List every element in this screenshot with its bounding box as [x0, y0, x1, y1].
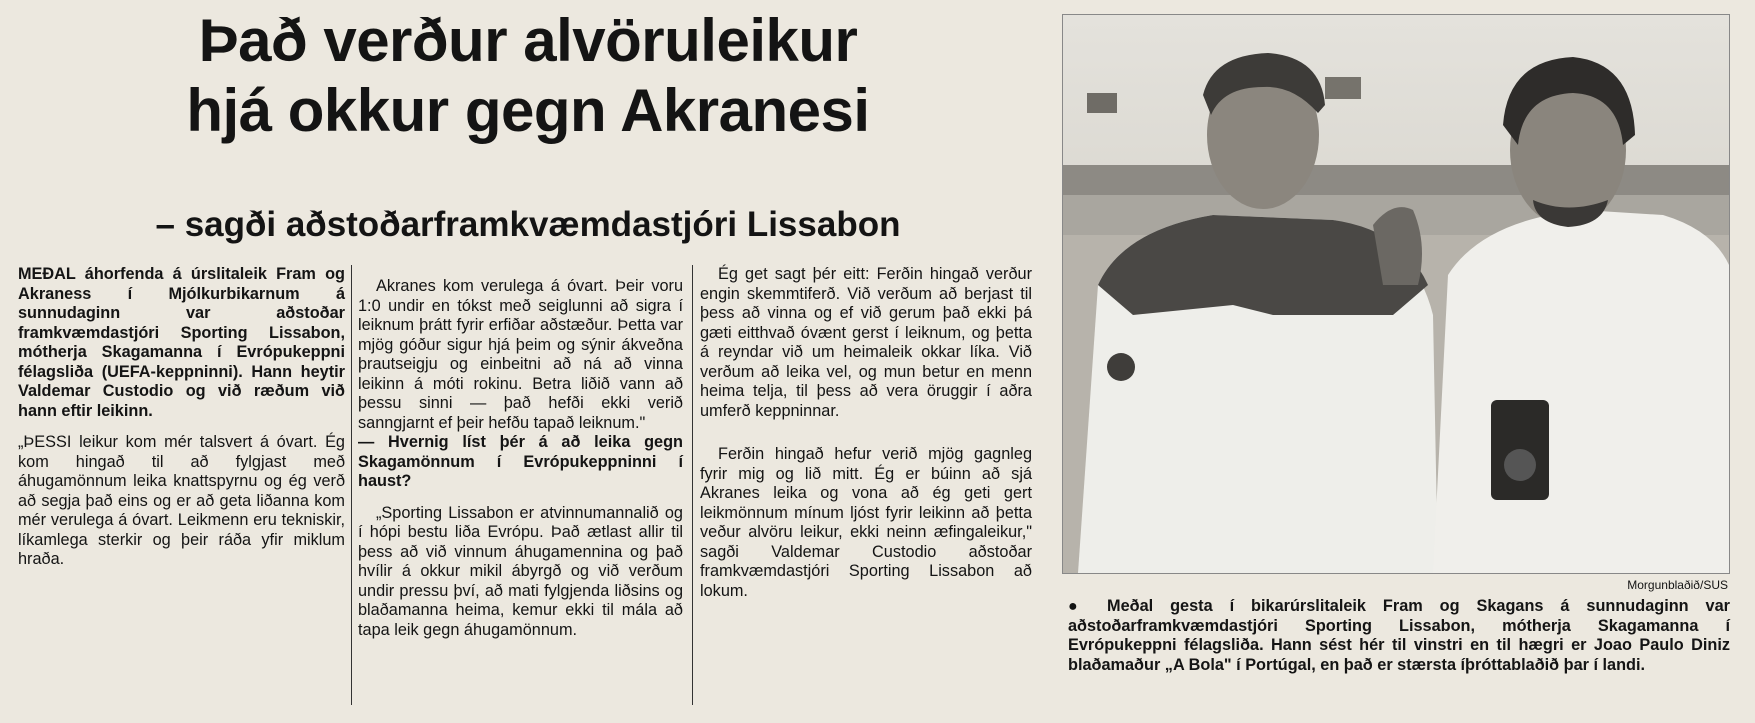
- lead-text: áhorfenda á úrslitaleik Fram og Akraness í Mjólkurbikarnum á sunnudaginn var aðstoðar framkvæmdastjóri Sporting Lissabon, mótherja Skagamanna í Evrópukeppni félagsliða (UEFA-keppninni). Hann heytir Valdemar Custodio og við ræðum við hann eftir leikinn.: [18, 265, 345, 420]
- body-paragraph-4: Ég get sagt þér eitt: Ferðin hingað verður engin skemmtiferð. Við verðum að berjast til þess að vinna og ef við gerum það ekki þá gæti eitthvað óvænt gerst í leiknum, og þetta á reyndar við um heimaleik okkar líka. Við verðum að leika vel, og mun betur en menn heima telja, til þess að vera öruggir í aðra umferð keppninnar.: [700, 265, 1032, 420]
- caption-text: Meðal gesta í bikarúrslitaleik Fram og Skagans á sunnudaginn var aðstoðarframkvæmdastjóri Sporting Lissabon, mótherja Skagamanna í Evrópukeppni félagsliða. Hann sést hér til vinstri en til hægri er Joao Paulo Diniz blaðamaður „A Bola" í Portúgal, en það er stærsta íþróttablaðið þar í landi.: [1068, 597, 1730, 674]
- headline: [18, 6, 1038, 146]
- body-paragraph-3: „Sporting Lissabon er atvinnumannalið og í hópi bestu liða Evrópu. Það ætlast allir til þess að við vinnum áhugamennina og það hvílir á okkur mikil ábyrgð og við verðum undir pressu því, að mati fylgjenda liðsins og blaðamanna heima, kemur ekki til mála að tapa leik gegn áhugamönnum.: [358, 503, 683, 639]
- news-photo: [1062, 14, 1730, 574]
- article-column-2: [358, 265, 683, 640]
- article-column-1: [18, 265, 345, 570]
- headline-line-2: hjá okkur gegn Akranesi: [186, 77, 870, 144]
- headline-line-1: Það verður alvöruleikur: [198, 7, 858, 74]
- column-divider: [692, 265, 693, 705]
- photo-credit: Morgunblaðið/SUS: [1627, 578, 1728, 592]
- column-divider: [351, 265, 352, 705]
- quote-first-word: „ÞESSI: [18, 433, 72, 451]
- body-paragraph-5: Ferðin hingað hefur verið mjög gagnleg fyrir mig og lið mitt. Ég er búinn að sjá Akranes leika og vona að ég geti gert leikmönnum mínum ljóst fyrir leikinn að þetta veður alvöru leikur, ekki neinn æfingaleikur," sagði Valdemar Custodio aðstoðar framkvæmdastjóri Sporting Lissabon að lokum.: [700, 445, 1032, 600]
- question-paragraph: — Hvernig líst þér á að leika gegn Skagamönnum í Evrópukeppninni í haust?: [358, 433, 683, 490]
- lead-paragraph: [18, 265, 345, 421]
- photo-illustration: [1063, 15, 1729, 573]
- article-column-3: [700, 265, 1032, 601]
- quote-paragraph-1: [18, 433, 345, 570]
- quote-text: leikur kom mér talsvert á óvart. Ég kom hingað til að fylgjast með áhugamönnum leika knattspyrnu og ég verð að segja það eins og er að geta liðanna kom mér verulega á óvart. Leikmenn eru tekniskir, líkamlega sterkir og þeir ráða yfir miklum hraða.: [18, 433, 345, 568]
- photo-caption: [1068, 597, 1730, 675]
- subheadline: – sagði aðstoðarframkvæmdastjóri Lissabon: [155, 205, 901, 244]
- bullet-icon: ●: [1068, 598, 1091, 615]
- lead-first-word: MEÐAL: [18, 265, 76, 283]
- body-paragraph-2: Akranes kom verulega á óvart. Þeir voru 1:0 undir en tókst með seiglunni að sigra í leiknum þrátt fyrir erfiðar aðstæður. Þetta var mjög góður sigur hjá þeim og sýnir ákveðna þrautseigju og einbeitni að ná að vinna leikinn á móti rokinu. Betra liðið vann að þessu sinni — það hefði ekki verið sanngjarnt ef þeir hefðu tapað leiknum.": [358, 277, 683, 432]
